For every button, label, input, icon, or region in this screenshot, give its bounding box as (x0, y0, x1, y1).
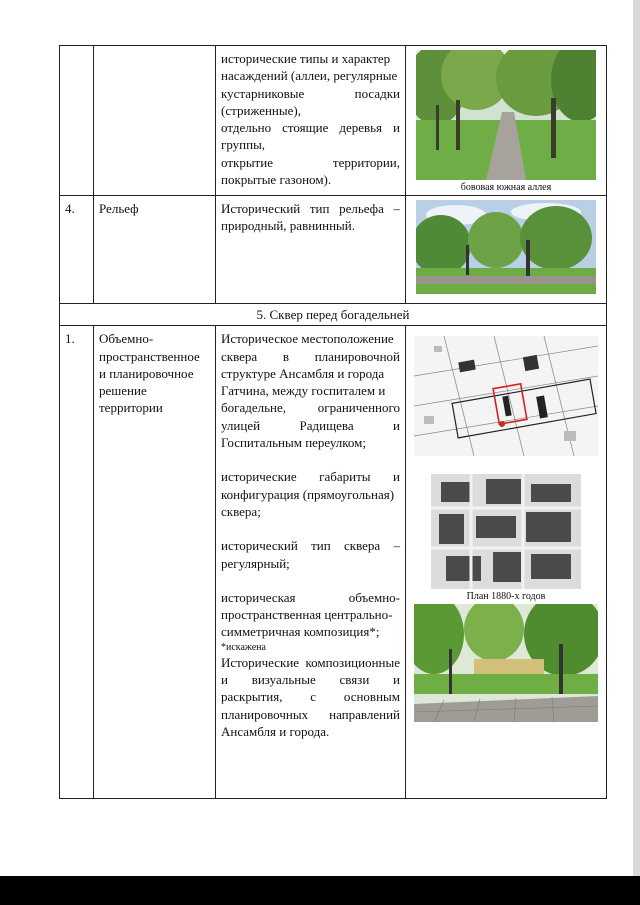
alley-photo (416, 50, 596, 180)
row-name-cell (94, 46, 216, 196)
table-row (60, 326, 607, 799)
row-image-cell (406, 326, 607, 799)
row-name-cell: Объемно- пространственное и планировочное решение территории (94, 326, 216, 799)
section-title: 5. Сквер перед богадельней (60, 304, 607, 326)
site-plan-map (414, 336, 598, 456)
row-number-cell: 4. (60, 196, 94, 304)
row-image-cell (406, 196, 607, 304)
table-row (60, 196, 607, 304)
table-row (60, 46, 607, 196)
scan-bottom-border (0, 876, 640, 905)
plan-caption: План 1880-х годов (466, 591, 546, 603)
row-description-cell (216, 46, 406, 196)
plan-1880-map (431, 474, 581, 589)
row-number-cell: 1. (60, 326, 94, 799)
row-number-cell (60, 46, 94, 196)
row-image-cell (406, 46, 607, 196)
square-photo (414, 604, 598, 722)
photo-caption: бововая южная аллея (460, 182, 552, 193)
row-description-cell: Историческое местоположение сквера в планировочной структуре Ансамбля и города Гатчина, между госпиталем и богадельне, ограниченного улицей Радищева и Госпитальным переулком; исторические габариты и конфигурация (прямоугольная) сквера; исторический тип сквера – регулярный; историческая объемно- пространственная центрально- симметричная композиция*; *искажена Исторические композиционные и визуальные связи и раскрытия, с основным планировочных направлений Ансамбля и города. (216, 326, 406, 799)
page-edge-shadow (633, 0, 640, 876)
row-description-cell: Исторический тип рельефа – природный, равнинный. (216, 196, 406, 304)
relief-photo (416, 200, 596, 294)
heritage-table (59, 45, 607, 799)
row-name-cell: Рельеф (94, 196, 216, 304)
description-text: исторические типы и характер насаждений (аллеи, регулярные кустарниковые посадки (стриженные), отдельно стоящие деревья и группы, открытие территории, покрытые газоном). (221, 51, 400, 188)
section-header-row (60, 304, 607, 326)
